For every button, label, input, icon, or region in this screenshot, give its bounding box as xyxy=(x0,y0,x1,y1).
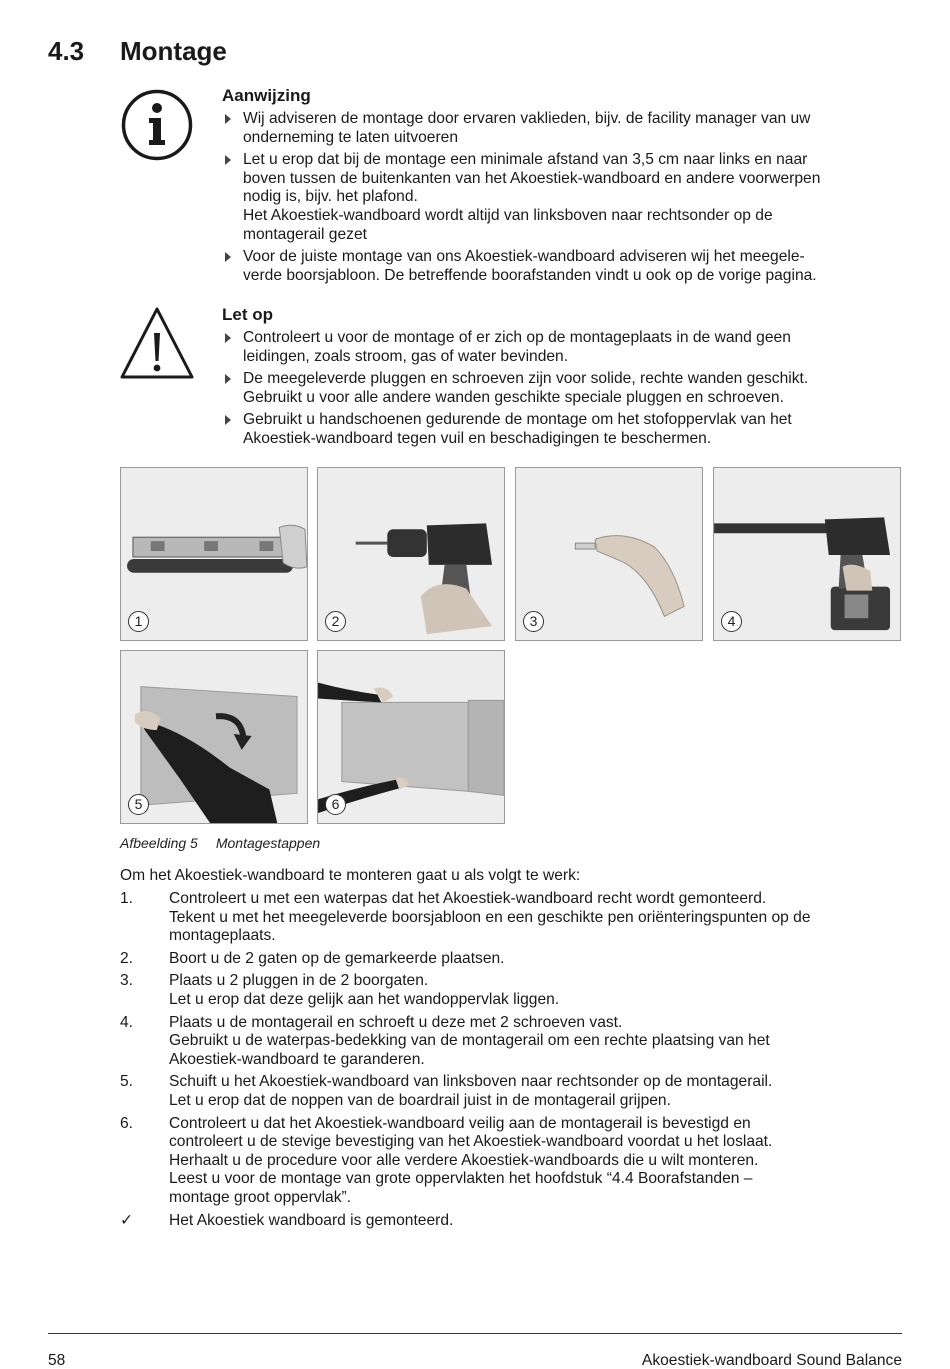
figure-text: Montagestappen xyxy=(215,835,321,851)
list-item: Controleert u voor de montage of er zich op de montageplaats in de wand geen leidingen, zoals stroom, gas of water bevinden. xyxy=(222,329,910,366)
step-item: 6. Controleert u dat het Akoestiek-wandboard veilig aan de montagerail is bevestigd en controleert u de stevige bevestiging van het Akoestiek-wandboard voordat u het loslaat. Herhaalt u de procedure voor alle verdere Akoestiek-wandboards die u wilt monteren. Leest u voor de montage van grote oppervlakten het hoofdstuk “4.4 Boorafstanden – montage groot oppervlak”. xyxy=(120,1114,773,1206)
caution-title: Let op xyxy=(222,305,273,324)
step-item: 5. Schuift u het Akoestiek-wandboard van linksboven naar rechtsonder op de montagerail. Let u erop dat de noppen van de boardrail juist in de montagerail grijpen. xyxy=(120,1073,773,1109)
dowel-illustration xyxy=(516,468,702,640)
step-badge: 6 xyxy=(325,794,346,815)
list-item: Voor de juiste montage van ons Akoestiek-wandboard adviseren wij het meegele- verde boorsjabloon. De betreffende boorafstanden vindt u ook op de vorige pagina. xyxy=(222,248,910,285)
warning-icon xyxy=(120,303,194,381)
info-icon xyxy=(120,88,194,162)
screw-rail-illustration xyxy=(714,468,900,640)
section-title: Montage xyxy=(120,36,227,66)
document-title: Akoestiek-wandboard Sound Balance xyxy=(641,1352,902,1369)
figure-caption xyxy=(120,835,320,851)
photo-align-board xyxy=(317,650,505,824)
list-item: Wij adviseren de montage door ervaren vaklieden, bijv. de facility manager van uw onderneming te laten uitvoeren xyxy=(222,110,910,147)
step-badge: 3 xyxy=(523,611,544,632)
hang-board-illustration xyxy=(121,651,307,823)
step-badge: 5 xyxy=(128,794,149,815)
section-number: 4.3 xyxy=(48,36,85,66)
instructions-intro: Om het Akoestiek-wandboard te monteren gaat u als volgt te werk: xyxy=(120,867,581,884)
list-item: Let u erop dat bij de montage een minimale afstand van 3,5 cm naar links en naar boven tussen de buitenkanten van het Akoestiek-wandboard en andere voorwerpen nodig is, bijv. het plafond. Het Akoestiek-wandboard wordt altijd van linksboven naar rechtsonder op de montagerail gezet xyxy=(222,151,910,244)
photo-dowel xyxy=(515,467,703,641)
step-badge: 2 xyxy=(325,611,346,632)
photo-hang-board xyxy=(120,650,308,824)
drill-illustration xyxy=(318,468,504,640)
step-item: 2. Boort u de 2 gaten op de gemarkeerde plaatsen. xyxy=(120,949,505,967)
photo-screw-rail xyxy=(713,467,901,641)
step-item: 3. Plaats u 2 pluggen in de 2 boorgaten. Let u erop dat deze gelijk aan het wandoppervlak liggen. xyxy=(120,972,560,1008)
spirit-level-illustration xyxy=(121,468,307,640)
step-item: 4. Plaats u de montagerail en schroeft u deze met 2 schroeven vast. Gebruikt u de waterpas-bedekking van de montagerail om een rechte plaatsing van het Akoestiek-wandboard te garanderen. xyxy=(120,1013,770,1068)
photo-spirit-level xyxy=(120,467,308,641)
montage-photos xyxy=(120,467,902,825)
footer-divider xyxy=(48,1333,902,1334)
list-item: De meegeleverde pluggen en schroeven zijn voor solide, rechte wanden geschikt. Gebruikt u voor alle andere wanden geschikte speciale pluggen en schroeven. xyxy=(222,370,910,407)
align-board-illustration xyxy=(318,651,504,823)
figure-label: Afbeelding 5 xyxy=(120,835,198,851)
hint-block xyxy=(120,86,910,289)
step-badge: 1 xyxy=(128,611,149,632)
hint-title: Aanwijzing xyxy=(222,86,311,105)
caution-list xyxy=(222,329,910,449)
page-number: 58 xyxy=(48,1352,66,1369)
steps-list xyxy=(120,890,910,1234)
section-heading xyxy=(48,36,227,67)
photo-drill xyxy=(317,467,505,641)
list-item: Gebruikt u handschoenen gedurende de montage om het stofoppervlak van het Akoestiek-wandboard tegen vuil en beschadigingen te beschermen. xyxy=(222,411,910,448)
hint-list xyxy=(222,110,910,285)
caution-block xyxy=(120,305,910,453)
step-badge: 4 xyxy=(721,611,742,632)
check-icon: ✓ xyxy=(120,1211,134,1229)
step-item: 1. Controleert u met een waterpas dat het Akoestiek-wandboard recht wordt gemonteerd. Tekent u met het meegeleverde boorsjabloon en een geschikte pen oriënteringspunten op de montageplaats. xyxy=(120,890,811,945)
step-item-result: ✓ Het Akoestiek wandboard is gemonteerd. xyxy=(120,1211,454,1229)
